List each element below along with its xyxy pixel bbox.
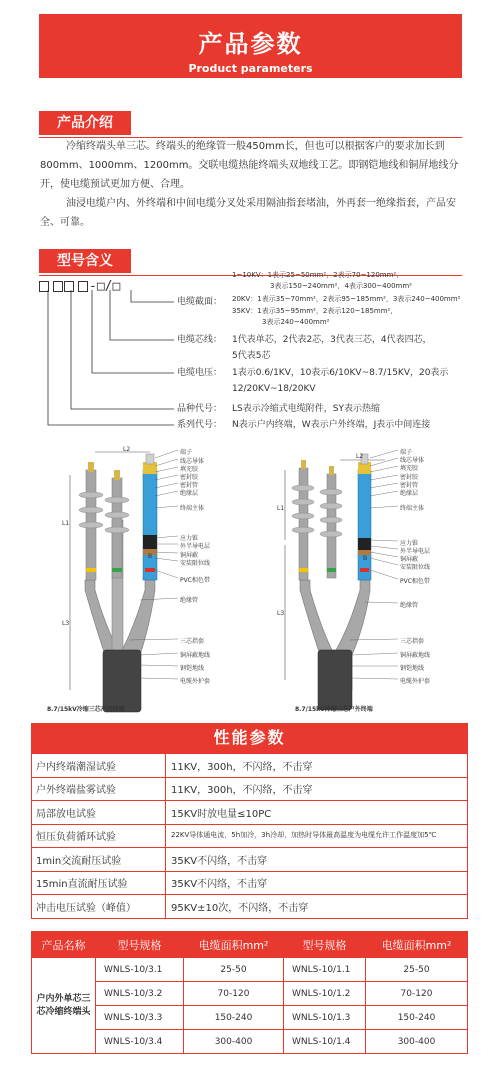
left-label-stress-cone: 应力锥 bbox=[180, 535, 199, 542]
left-label-copper-shield: 铜屏蔽 bbox=[180, 552, 199, 559]
right-label-insulation: 绝缘层 bbox=[400, 490, 419, 497]
header-cell: 型号规格 bbox=[96, 932, 184, 958]
right-label-filler: 填充胶 bbox=[400, 465, 419, 472]
model-cell: WNLS-10/3.2 bbox=[96, 982, 184, 1006]
header-cell: 电缆面积mm² bbox=[366, 932, 468, 958]
outdoor-caption: 8.7/15kV冷缩三芯户外终端 bbox=[295, 706, 373, 713]
indoor-caption: 8.7/15kV冷缩三芯户内终端 bbox=[47, 706, 125, 713]
right-label-armor-wire: 钢铠地线 bbox=[400, 665, 425, 672]
dim-l1-left: L1 bbox=[62, 520, 70, 527]
left-label-insulation: 绝缘层 bbox=[180, 490, 199, 497]
perf-value: 22KV导体通电流，5h加冷，3h冷却，加热时导体最高温度为电缆允许工作温度加5℃ bbox=[166, 824, 468, 848]
right-label-stress-cone: 应力锥 bbox=[400, 540, 419, 547]
core-label: 电缆芯线： bbox=[177, 335, 223, 345]
intro-paragraph-2: 油浸电缆户内、外终端和中间电缆分叉处采用隔油指套堵油，外再套一绝缘指套，产品安全、可靠。 bbox=[40, 198, 456, 228]
right-label-body: 终端主体 bbox=[400, 505, 425, 512]
intro-paragraph-1: 冷缩终端头单三芯。终端头的绝缘管一般450mm长，但也可以根据客户的要求加长到800mm、1000mm、1200mm。交联电缆热能终端头双地线工艺。即钢铠地线和铜屏地线分开，使电缆预试更加方便、合理。 bbox=[40, 141, 459, 190]
left-label-install-line: 安装限位线 bbox=[180, 560, 211, 567]
perf-key: 局部放电试验 bbox=[32, 801, 166, 825]
dim-l3-left: L3 bbox=[62, 620, 70, 627]
right-label-finger: 三芯指套 bbox=[400, 638, 425, 645]
left-label-filler: 填充胶 bbox=[180, 466, 199, 473]
left-label-outer-sheath: 电缆外护套 bbox=[180, 678, 211, 685]
area-cell: 25-50 bbox=[184, 958, 284, 982]
section-line-2: 20KV：1表示35~70mm²，2表示95~185mm²，3表示240~400mm² bbox=[232, 295, 461, 303]
model-cell: WNLS-10/1.4 bbox=[284, 1030, 366, 1054]
model-cell: WNLS-10/1.2 bbox=[284, 982, 366, 1006]
section-line-4: 3表示240~400mm² bbox=[262, 318, 330, 326]
model-cell: WNLS-10/1.3 bbox=[284, 1006, 366, 1030]
table-row bbox=[32, 958, 468, 982]
left-label-finger: 三芯指套 bbox=[180, 638, 205, 645]
right-label-shield-wire: 铜屏蔽地线 bbox=[400, 652, 431, 659]
header-cell: 产品名称 bbox=[32, 932, 96, 958]
voltage-text: 1表示0.6/1KV，10表示6/10KV~8.7/15KV，20表示 bbox=[232, 368, 449, 378]
left-label-sealant: 密封胶 bbox=[180, 474, 199, 481]
left-label-conductor: 线芯导体 bbox=[180, 458, 205, 465]
page-subtitle: Product parameters bbox=[188, 62, 313, 75]
model-heading: 型号含义 bbox=[39, 249, 131, 273]
core-text-2: 5代表5芯 bbox=[232, 351, 271, 361]
indoor-termination-drawing bbox=[70, 452, 157, 712]
table-row bbox=[32, 777, 468, 801]
perf-key: 户内终端潮湿试验 bbox=[32, 754, 166, 778]
right-label-pvc-band: PVC相色带 bbox=[400, 578, 430, 585]
area-cell: 150-240 bbox=[366, 1006, 468, 1030]
table-row bbox=[32, 895, 468, 919]
left-label-armor-wire: 钢铠地线 bbox=[180, 665, 205, 672]
perf-key: 1min交流耐压试验 bbox=[32, 848, 166, 872]
performance-table bbox=[31, 753, 468, 919]
table-row bbox=[32, 982, 468, 1006]
series-label: 系列代号： bbox=[177, 420, 223, 430]
voltage-label: 电缆电压： bbox=[177, 368, 223, 378]
voltage-text-2: 12/20KV~18/20KV bbox=[232, 384, 316, 394]
dim-b-right: B bbox=[363, 555, 368, 562]
section-line-3: 35KV：1表示35~95mm²，2表示120~185mm²， bbox=[232, 307, 398, 315]
header-cell: 型号规格 bbox=[284, 932, 366, 958]
right-label-semicon: 外半导电层 bbox=[400, 548, 431, 555]
dim-l2-left: L2 bbox=[123, 446, 131, 453]
area-cell: 300-400 bbox=[184, 1030, 284, 1054]
right-label-terminal: 端子 bbox=[400, 449, 413, 456]
perf-value: 11KV，300h，不闪络，不击穿 bbox=[166, 777, 468, 801]
left-label-body: 终端主体 bbox=[180, 505, 205, 512]
model-cell: WNLS-10/1.1 bbox=[284, 958, 366, 982]
right-label-sealant: 密封胶 bbox=[400, 474, 419, 481]
product-table bbox=[31, 931, 468, 1054]
product-name: 户内外单芯三芯冷缩终端头 bbox=[32, 958, 96, 1054]
area-cell: 25-50 bbox=[366, 958, 468, 982]
perf-key: 恒压负荷循环试验 bbox=[32, 824, 166, 848]
area-cell: 70-120 bbox=[184, 982, 284, 1006]
section-line-1: 3表示150~240mm²，4表示300~400mm² bbox=[270, 282, 412, 290]
table-row bbox=[32, 848, 468, 872]
perf-value: 11KV，300h，不闪络，不击穿 bbox=[166, 754, 468, 778]
area-cell: 70-120 bbox=[366, 982, 468, 1006]
series-text: N表示户内终端，W表示户外终端，J表示中间连接 bbox=[232, 420, 431, 430]
model-cell: WNLS-10/3.1 bbox=[96, 958, 184, 982]
left-label-semicon: 外半导电层 bbox=[180, 543, 211, 550]
section-line-0: 1~10KV：1表示25~50mm²，2表示70~120mm²， bbox=[232, 271, 404, 279]
perf-value: 35KV不闪络，不击穿 bbox=[166, 848, 468, 872]
performance-heading: 性能参数 bbox=[31, 723, 468, 753]
intro-heading: 产品介绍 bbox=[39, 111, 131, 135]
core-text: 1代表单芯，2代表2芯，3代表三芯，4代表四芯， bbox=[232, 335, 432, 345]
right-label-install-line: 安装限位线 bbox=[400, 564, 431, 571]
left-label-insul-tube: 绝缘管 bbox=[180, 597, 199, 604]
perf-key: 冲击电压试验（峰值） bbox=[32, 895, 166, 919]
table-row bbox=[32, 871, 468, 895]
right-label-insul-tube: 绝缘管 bbox=[400, 602, 419, 609]
table-row bbox=[32, 754, 468, 778]
section-label: 电缆截面： bbox=[177, 297, 223, 307]
area-cell: 300-400 bbox=[366, 1030, 468, 1054]
table-row bbox=[32, 1006, 468, 1030]
table-header-row bbox=[32, 932, 468, 958]
model-cell: WNLS-10/3.3 bbox=[96, 1006, 184, 1030]
dim-l2-right: L2 bbox=[356, 453, 364, 460]
right-label-outer-sheath: 电缆外护套 bbox=[400, 678, 431, 685]
left-label-pvc-band: PVC相色带 bbox=[180, 577, 210, 584]
perf-value: 95KV±10次，不闪络，不击穿 bbox=[166, 895, 468, 919]
dim-b-left: B bbox=[148, 553, 153, 560]
dim-l1-right: L1 bbox=[277, 505, 285, 512]
left-label-seal-tube: 密封管 bbox=[180, 482, 199, 489]
page-title: 产品参数 bbox=[198, 30, 303, 58]
left-label-shield-wire: 铜屏蔽地线 bbox=[180, 652, 211, 659]
perf-value: 35KV不闪络，不击穿 bbox=[166, 871, 468, 895]
outdoor-termination-drawing bbox=[285, 454, 385, 710]
right-label-conductor: 线芯导体 bbox=[400, 457, 425, 464]
left-label-terminal: 端子 bbox=[180, 449, 193, 456]
model-cell: WNLS-10/3.4 bbox=[96, 1030, 184, 1054]
header-cell: 电缆面积mm² bbox=[184, 932, 284, 958]
perf-value: 15KV时放电量≤10PC bbox=[166, 801, 468, 825]
right-label-seal-tube: 密封管 bbox=[400, 482, 419, 489]
right-label-copper-shield: 铜屏蔽 bbox=[400, 556, 419, 563]
perf-key: 15min直流耐压试验 bbox=[32, 871, 166, 895]
code-suffix: -□/□ bbox=[89, 279, 121, 294]
area-cell: 150-240 bbox=[184, 1006, 284, 1030]
table-row bbox=[32, 1030, 468, 1054]
product-text: LS表示冷缩式电缆附件，SY表示热缩 bbox=[232, 404, 380, 414]
product-label: 品种代号： bbox=[177, 404, 223, 414]
perf-key: 户外终端盐雾试验 bbox=[32, 777, 166, 801]
table-row bbox=[32, 801, 468, 825]
table-row bbox=[32, 824, 468, 848]
dim-l3-right: L3 bbox=[277, 610, 285, 617]
